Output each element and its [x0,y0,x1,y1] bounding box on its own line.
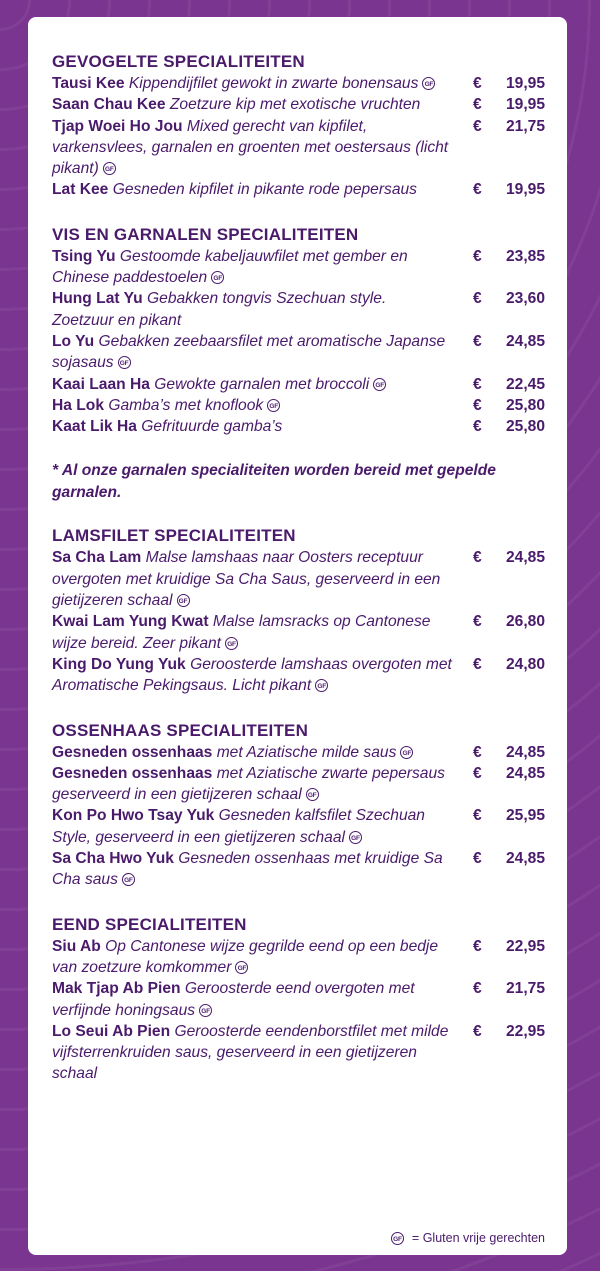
price-value: 25,80 [505,396,545,414]
price-value: 24,85 [505,764,545,782]
price [473,94,545,115]
dish-name: Lo Yu [52,332,95,350]
dish-name: Lo Seui Ab Pien [52,1022,171,1040]
currency-symbol: € [473,396,482,414]
section-title: GEVOGELTE SPECIALITEITEN [52,52,305,71]
gluten-free-icon: GF [422,77,435,90]
price-value: 25,80 [505,418,545,436]
price [473,288,545,309]
menu-item [52,742,545,763]
dish-name: Tsing Yu [52,247,116,265]
dish-description: Op Cantonese wijze gegrilde eend op een bedje van zoetzure komkommer [52,937,439,976]
dish-description: Zoetzure kip met exotische vruchten [169,96,421,114]
menu-item-description [52,73,452,94]
dish-name: Saan Chau Kee [52,96,166,114]
gluten-free-icon: GF [235,961,248,974]
menu-item-description [52,331,452,374]
currency-symbol: € [473,549,482,567]
dish-description: Gesneden kipfilet in pikante rode pepersaus [112,181,417,199]
menu-item [52,1021,545,1085]
menu-item-description [52,742,452,763]
menu-item [52,331,545,374]
dish-description: Geroosterde eendenborstfilet met milde vijfsterrenkruiden saus, geserveerd in een gietijzeren schaal [52,1022,449,1083]
currency-symbol: € [473,937,482,955]
gluten-free-icon: GF [306,788,319,801]
menu-item-description [52,936,452,979]
price-value: 26,80 [505,613,545,631]
price-value: 22,95 [505,1022,545,1040]
price-value: 23,60 [505,290,545,308]
dish-name: Siu Ab [52,937,101,955]
price [473,331,545,352]
gluten-free-icon: GF [349,831,362,844]
section-title: OSSENHAAS SPECIALITEITEN [52,720,309,740]
menu-section [52,51,545,201]
gluten-free-icon: GF [391,1232,404,1245]
currency-symbol: € [473,117,482,135]
currency-symbol: € [473,290,482,308]
menu-item [52,654,545,697]
gf-legend [391,1231,545,1245]
dish-name: Ha Lok [52,396,104,414]
price [473,805,545,826]
currency-symbol: € [473,375,482,393]
menu-item [52,395,545,416]
currency-symbol: € [473,807,482,825]
menu-item-description [52,611,452,654]
dish-description: met Aziatische zwarte pepersaus geserveerd in een gietijzeren schaal [52,764,445,804]
price [473,978,545,999]
price [473,395,545,416]
dish-description: met Aziatische milde saus [216,743,397,761]
currency-symbol: € [473,1022,482,1040]
menu-item-description [52,288,452,331]
dish-name: Kaat Lik Ha [52,418,137,436]
currency-symbol: € [473,980,482,998]
dish-name: Kon Po Hwo Tsay Yuk [52,807,215,825]
price [473,654,545,675]
menu-item [52,936,545,979]
menu-item [52,179,545,200]
price-value: 19,95 [505,96,545,114]
price [473,611,545,632]
dish-name: King Do Yung Yuk [52,655,186,673]
section-title: EEND SPECIALITEITEN [52,914,247,934]
menu-item-description [52,978,452,1021]
dish-description: Malse lamshaas naar Oosters receptuur overgoten met kruidige Sa Cha Saus, geserveerd in een gietijzeren schaal [52,549,441,610]
price-value: 19,95 [505,75,545,92]
dish-description: Geroosterde eend overgoten met verfijnde honingsaus [52,980,415,1019]
currency-symbol: € [473,181,482,199]
price [473,416,545,437]
price-value: 21,75 [505,980,545,998]
gluten-free-icon: GF [199,1004,212,1017]
currency-symbol: € [473,96,482,114]
menu-card [28,17,567,1255]
currency-symbol: € [473,850,482,868]
currency-symbol: € [473,655,482,673]
dish-name: Tjap Woei Ho Jou [52,117,183,135]
price [473,742,545,763]
price-value: 24,85 [505,743,545,761]
menu-item-description [52,547,452,611]
menu-section [52,224,545,438]
dish-description: Gebakken tongvis Szechuan style. Zoetzuur en pikant [52,290,387,329]
gluten-free-icon: GF [400,746,413,759]
price [473,1021,545,1042]
price-value: 24,80 [505,655,545,673]
gluten-free-icon: GF [211,271,224,284]
menu-item-description [52,805,452,848]
dish-description: Gamba’s met knoflook [108,396,264,414]
dish-description: Gefrituurde gamba’s [141,418,283,436]
menu-item [52,611,545,654]
dish-name: Mak Tjap Ab Pien [52,980,181,998]
dish-description: Gestoomde kabeljauwfilet met gember en Chinese paddestoelen [52,247,408,287]
menu-item [52,978,545,1021]
dish-name: Tausi Kee [52,75,125,92]
price [473,179,545,200]
dish-description: Kippendijfilet gewokt in zwarte bonensaus [128,75,419,92]
shrimp-note: * Al onze garnalen specialiteiten worden bereid met gepelde garnalen. [52,462,496,501]
price-value: 24,85 [505,549,545,567]
gluten-free-icon: GF [315,679,328,692]
dish-description: Gewokte garnalen met broccoli [154,375,370,393]
price [473,848,545,869]
section-title: VIS EN GARNALEN SPECIALITEITEN [52,224,359,244]
dish-description: Gebakken zeebaarsfilet met aromatische Japanse sojasaus [52,332,446,372]
section-title: LAMSFILET SPECIALITEITEN [52,526,296,546]
menu-item-description [52,94,452,115]
menu-item [52,246,545,289]
menu-item [52,374,545,395]
price [473,73,545,94]
currency-symbol: € [473,75,482,92]
currency-symbol: € [473,332,482,350]
price [473,374,545,395]
menu-item [52,288,545,331]
dish-name: Lat Kee [52,181,109,199]
gluten-free-icon: GF [103,162,116,175]
menu-item [52,94,545,115]
dish-description: Gesneden ossenhaas met kruidige Sa Cha saus [52,850,443,889]
dish-name: Gesneden ossenhaas [52,743,213,761]
menu-item-description [52,848,452,891]
menu-item [52,547,545,611]
menu-item [52,116,545,180]
dish-name: Kaai Laan Ha [52,375,150,393]
dish-name: Hung Lat Yu [52,290,143,308]
menu-sections [52,51,545,1085]
menu-item-description [52,116,452,180]
price [473,547,545,568]
price-value: 19,95 [505,181,545,199]
menu-section [52,525,545,696]
dish-description: Gesneden kalfsfilet Szechuan Style, geserveerd in een gietijzeren schaal [52,807,425,846]
dish-description: Mixed gerecht van kipfilet, varkensvlees, garnalen en groenten met oestersaus (licht pikant) [52,117,449,178]
price-value: 24,85 [505,332,545,350]
currency-symbol: € [473,743,482,761]
menu-item-description [52,763,452,806]
menu-item-description [52,654,452,697]
menu-section [52,914,545,1085]
gluten-free-icon: GF [373,378,386,391]
currency-symbol: € [473,764,482,782]
price-value: 25,95 [505,807,545,825]
gluten-free-icon: GF [122,873,135,886]
menu-section [52,720,545,891]
menu-item [52,848,545,891]
price-value: 21,75 [505,117,545,135]
price-value: 22,95 [505,937,545,955]
currency-symbol: € [473,418,482,436]
gluten-free-icon: GF [118,356,131,369]
gluten-free-icon: GF [267,399,280,412]
price [473,763,545,784]
menu-item-description [52,374,452,395]
gf-legend-text: = Gluten vrije gerechten [411,1231,545,1245]
price [473,936,545,957]
dish-description: Geroosterde lamshaas overgoten met Aromatische Pekingsaus. Licht pikant [52,655,452,695]
menu-item [52,763,545,806]
dish-description: Malse lamsracks op Cantonese wijze bereid. Zeer pikant [52,613,431,652]
price-value: 23,85 [505,247,545,265]
price [473,246,545,267]
menu-item-description [52,416,452,437]
dish-name: Sa Cha Lam [52,549,142,567]
dish-name: Gesneden ossenhaas [52,764,213,782]
menu-item-description [52,179,452,200]
menu-item [52,805,545,848]
dish-name: Sa Cha Hwo Yuk [52,850,174,868]
currency-symbol: € [473,613,482,631]
menu-item-description [52,1021,452,1085]
menu-item-description [52,395,452,416]
price-value: 22,45 [505,375,545,393]
price [473,116,545,137]
price-value: 24,85 [505,850,545,868]
gluten-free-icon: GF [225,637,238,650]
gluten-free-icon: GF [177,594,190,607]
menu-item [52,73,545,94]
currency-symbol: € [473,247,482,265]
dish-name: Kwai Lam Yung Kwat [52,613,209,631]
menu-item [52,416,545,437]
menu-item-description [52,246,452,289]
